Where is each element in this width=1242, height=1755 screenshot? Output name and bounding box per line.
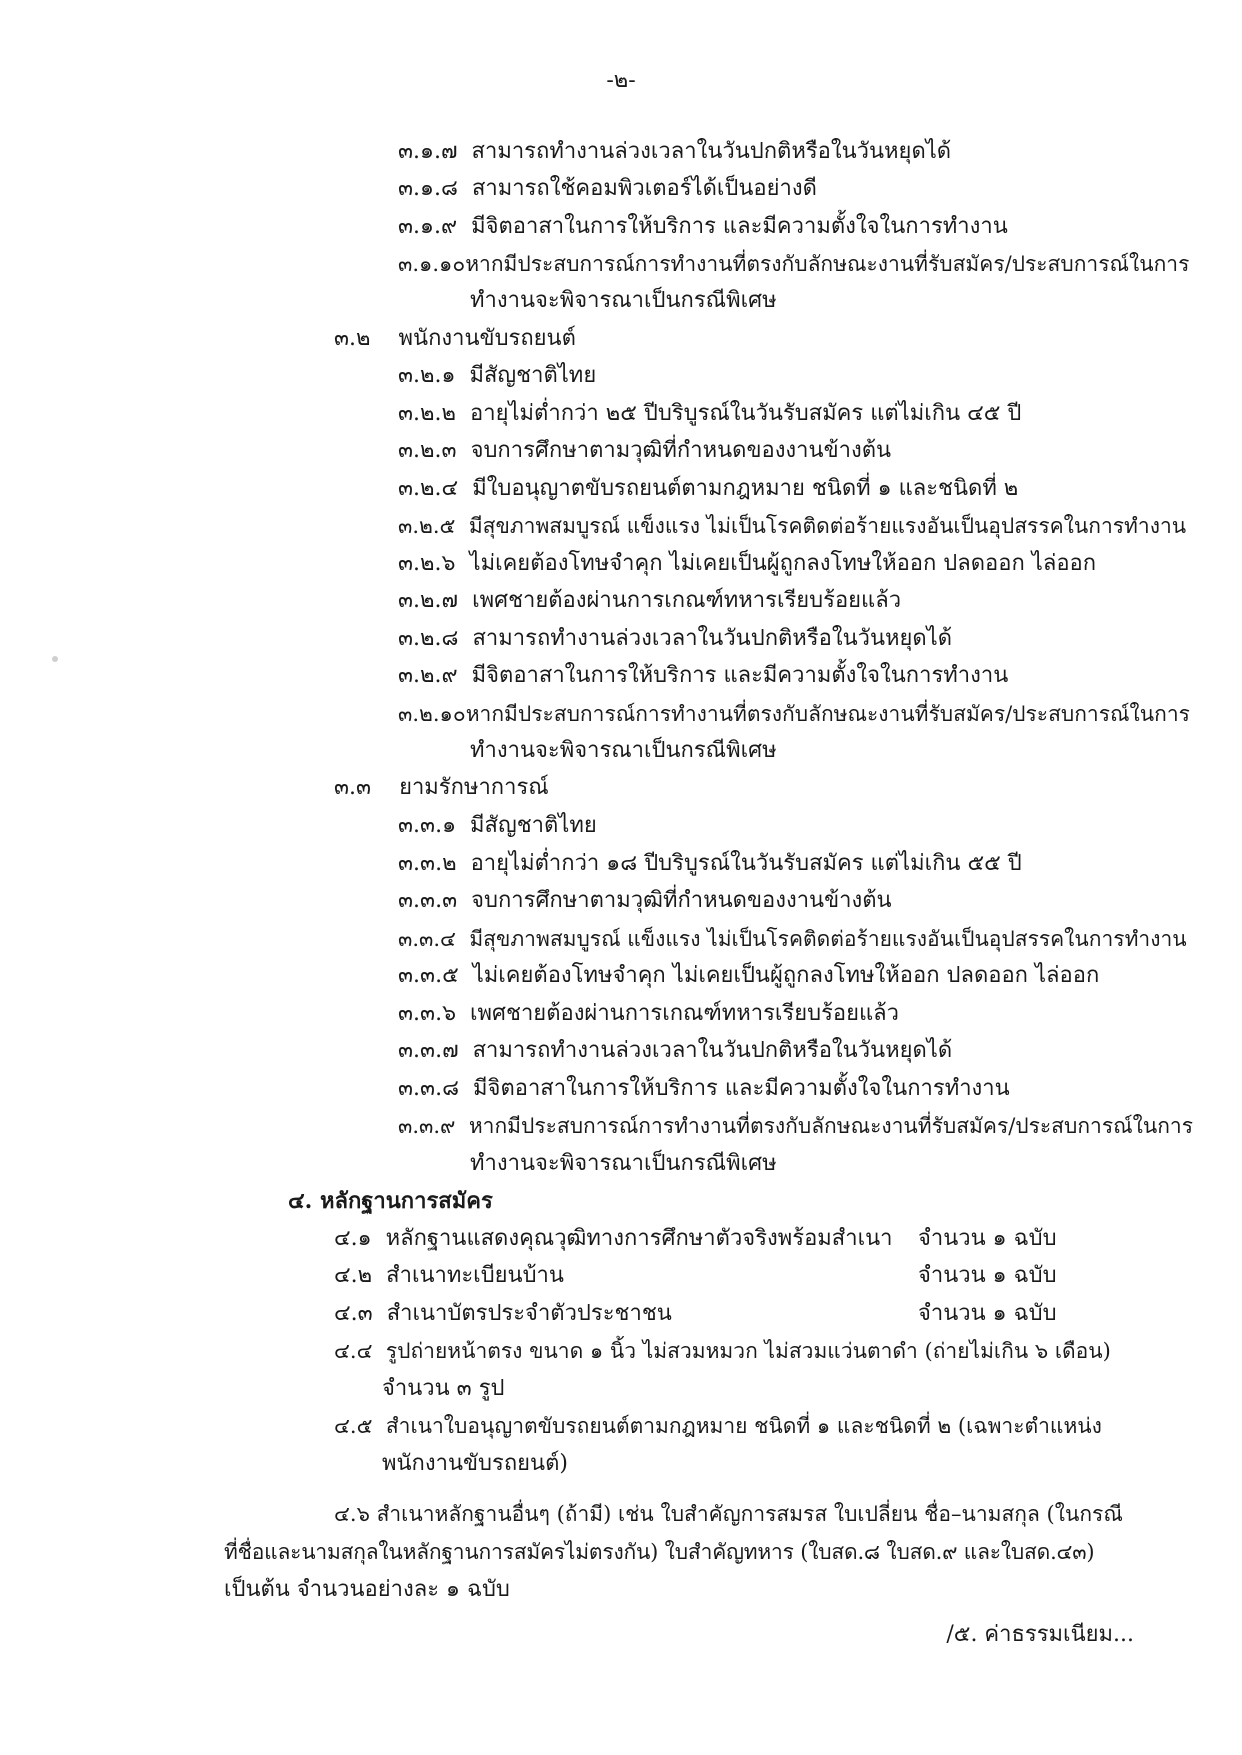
item-4-6-line2: ที่ชื่อและนามสกุลในหลักฐานการสมัครไม่ตรงกัน) ใบสำคัญทหาร (ใบสด.๘ ใบสด.๙ และใบสด.๔๓) bbox=[224, 1540, 1095, 1564]
item-3-1-10: ๓.๑.๑๐หากมีประสบการณ์การทำงานที่ตรงกับลักษณะงานที่รับสมัคร/ประสบการณ์ในการ bbox=[398, 252, 1190, 276]
item-3-1-10-cont: ทำงานจะพิจารณาเป็นกรณีพิเศษ bbox=[470, 288, 777, 313]
item-3-3-3: ๓.๓.๓ จบการศึกษาตามวุฒิที่กำหนดของงานข้างต้น bbox=[398, 888, 892, 913]
item-4-3: ๔.๓ สำเนาบัตรประจำตัวประชาชน bbox=[334, 1301, 672, 1326]
item-4-4: ๔.๔ รูปถ่ายหน้าตรง ขนาด ๑ นิ้ว ไม่สวมหมวก ไม่สวมแว่นตาดำ (ถ่ายไม่เกิน ๖ เดือน) bbox=[334, 1339, 1111, 1363]
item-3-2-9: ๓.๒.๙ มีจิตอาสาในการให้บริการ และมีความตั้งใจในการทำงาน bbox=[398, 663, 1009, 688]
item-3-2-4: ๓.๒.๔ มีใบอนุญาตขับรถยนต์ตามกฎหมาย ชนิดที่ ๑ และชนิดที่ ๒ bbox=[398, 476, 1019, 501]
item-3-3-5: ๓.๓.๕ ไม่เคยต้องโทษจำคุก ไม่เคยเป็นผู้ถูกลงโทษให้ออก ปลดออก ไล่ออก bbox=[398, 963, 1100, 988]
item-3-2-1: ๓.๒.๑ มีสัญชาติไทย bbox=[398, 363, 597, 388]
item-3-2-6: ๓.๒.๖ ไม่เคยต้องโทษจำคุก ไม่เคยเป็นผู้ถูกลงโทษให้ออก ปลดออก ไล่ออก bbox=[398, 551, 1097, 576]
item-3-2-10-cont: ทำงานจะพิจารณาเป็นกรณีพิเศษ bbox=[470, 738, 777, 763]
item-3-1-7: ๓.๑.๗ สามารถทำงานล่วงเวลาในวันปกติหรือในวันหยุดได้ bbox=[398, 139, 952, 164]
next-page-continuation: /๕. ค่าธรรมเนียม... bbox=[946, 1622, 1134, 1647]
item-4-5: ๔.๕ สำเนาใบอนุญาตขับรถยนต์ตามกฎหมาย ชนิดที่ ๑ และชนิดที่ ๒ (เฉพาะตำแหน่ง bbox=[334, 1414, 1102, 1438]
item-3-2-3: ๓.๒.๓ จบการศึกษาตามวุฒิที่กำหนดของงานข้างต้น bbox=[398, 438, 892, 463]
section-3-2-heading: ๓.๒ พนักงานขับรถยนต์ bbox=[334, 326, 576, 351]
item-4-4-cont: จำนวน ๓ รูป bbox=[382, 1376, 505, 1401]
item-4-6-line1: ๔.๖ สำเนาหลักฐานอื่นๆ (ถ้ามี) เช่น ใบสำคัญการสมรส ใบเปลี่ยน ชื่อ–นามสกุล (ในกรณี bbox=[334, 1502, 1123, 1526]
item-3-3-9-cont: ทำงานจะพิจารณาเป็นกรณีพิเศษ bbox=[470, 1151, 777, 1176]
item-3-3-9: ๓.๓.๙ หากมีประสบการณ์การทำงานที่ตรงกับลักษณะงานที่รับสมัคร/ประสบการณ์ในการ bbox=[398, 1114, 1193, 1138]
item-4-3-qty: จำนวน ๑ ฉบับ bbox=[918, 1301, 1057, 1326]
item-3-2-8: ๓.๒.๘ สามารถทำงานล่วงเวลาในวันปกติหรือในวันหยุดได้ bbox=[398, 626, 953, 651]
item-3-3-8: ๓.๓.๘ มีจิตอาสาในการให้บริการ และมีความตั้งใจในการทำงาน bbox=[398, 1076, 1010, 1101]
item-3-2-7: ๓.๒.๗ เพศชายต้องผ่านการเกณฑ์ทหารเรียบร้อยแล้ว bbox=[398, 588, 902, 613]
item-3-1-8: ๓.๑.๘ สามารถใช้คอมพิวเตอร์ได้เป็นอย่างดี bbox=[398, 176, 817, 201]
item-3-3-7: ๓.๓.๗ สามารถทำงานล่วงเวลาในวันปกติหรือในวันหยุดได้ bbox=[398, 1038, 953, 1063]
section-4-heading: ๔. หลักฐานการสมัคร bbox=[288, 1188, 493, 1214]
item-3-3-2: ๓.๓.๒ อายุไม่ต่ำกว่า ๑๘ ปีบริบูรณ์ในวันรับสมัคร แต่ไม่เกิน ๕๕ ปี bbox=[398, 851, 1022, 876]
item-4-6-line3: เป็นต้น จำนวนอย่างละ ๑ ฉบับ bbox=[224, 1577, 510, 1602]
item-4-1: ๔.๑ หลักฐานแสดงคุณวุฒิทางการศึกษาตัวจริงพร้อมสำเนา bbox=[334, 1226, 893, 1251]
item-4-1-qty: จำนวน ๑ ฉบับ bbox=[918, 1226, 1057, 1251]
item-3-2-2: ๓.๒.๒ อายุไม่ต่ำกว่า ๒๕ ปีบริบูรณ์ในวันรับสมัคร แต่ไม่เกิน ๔๕ ปี bbox=[398, 401, 1022, 426]
item-3-2-5: ๓.๒.๕ มีสุขภาพสมบูรณ์ แข็งแรง ไม่เป็นโรคติดต่อร้ายแรงอันเป็นอุปสรรคในการทำงาน bbox=[398, 514, 1187, 538]
item-3-2-10: ๓.๒.๑๐หากมีประสบการณ์การทำงานที่ตรงกับลักษณะงานที่รับสมัคร/ประสบการณ์ในการ bbox=[398, 702, 1190, 726]
item-3-3-6: ๓.๓.๖ เพศชายต้องผ่านการเกณฑ์ทหารเรียบร้อยแล้ว bbox=[398, 1001, 900, 1026]
item-4-5-cont: พนักงานขับรถยนต์) bbox=[382, 1451, 568, 1476]
item-3-3-4: ๓.๓.๔ มีสุขภาพสมบูรณ์ แข็งแรง ไม่เป็นโรคติดต่อร้ายแรงอันเป็นอุปสรรคในการทำงาน bbox=[398, 927, 1187, 951]
item-4-2-qty: จำนวน ๑ ฉบับ bbox=[918, 1263, 1057, 1288]
item-3-3-1: ๓.๓.๑ มีสัญชาติไทย bbox=[398, 813, 597, 838]
section-3-3-heading: ๓.๓ ยามรักษาการณ์ bbox=[334, 775, 549, 800]
page-number: -๒- bbox=[606, 68, 636, 93]
scan-speck bbox=[52, 656, 58, 662]
item-3-1-9: ๓.๑.๙ มีจิตอาสาในการให้บริการ และมีความตั้งใจในการทำงาน bbox=[398, 214, 1008, 239]
item-4-2: ๔.๒ สำเนาทะเบียนบ้าน bbox=[334, 1263, 564, 1288]
